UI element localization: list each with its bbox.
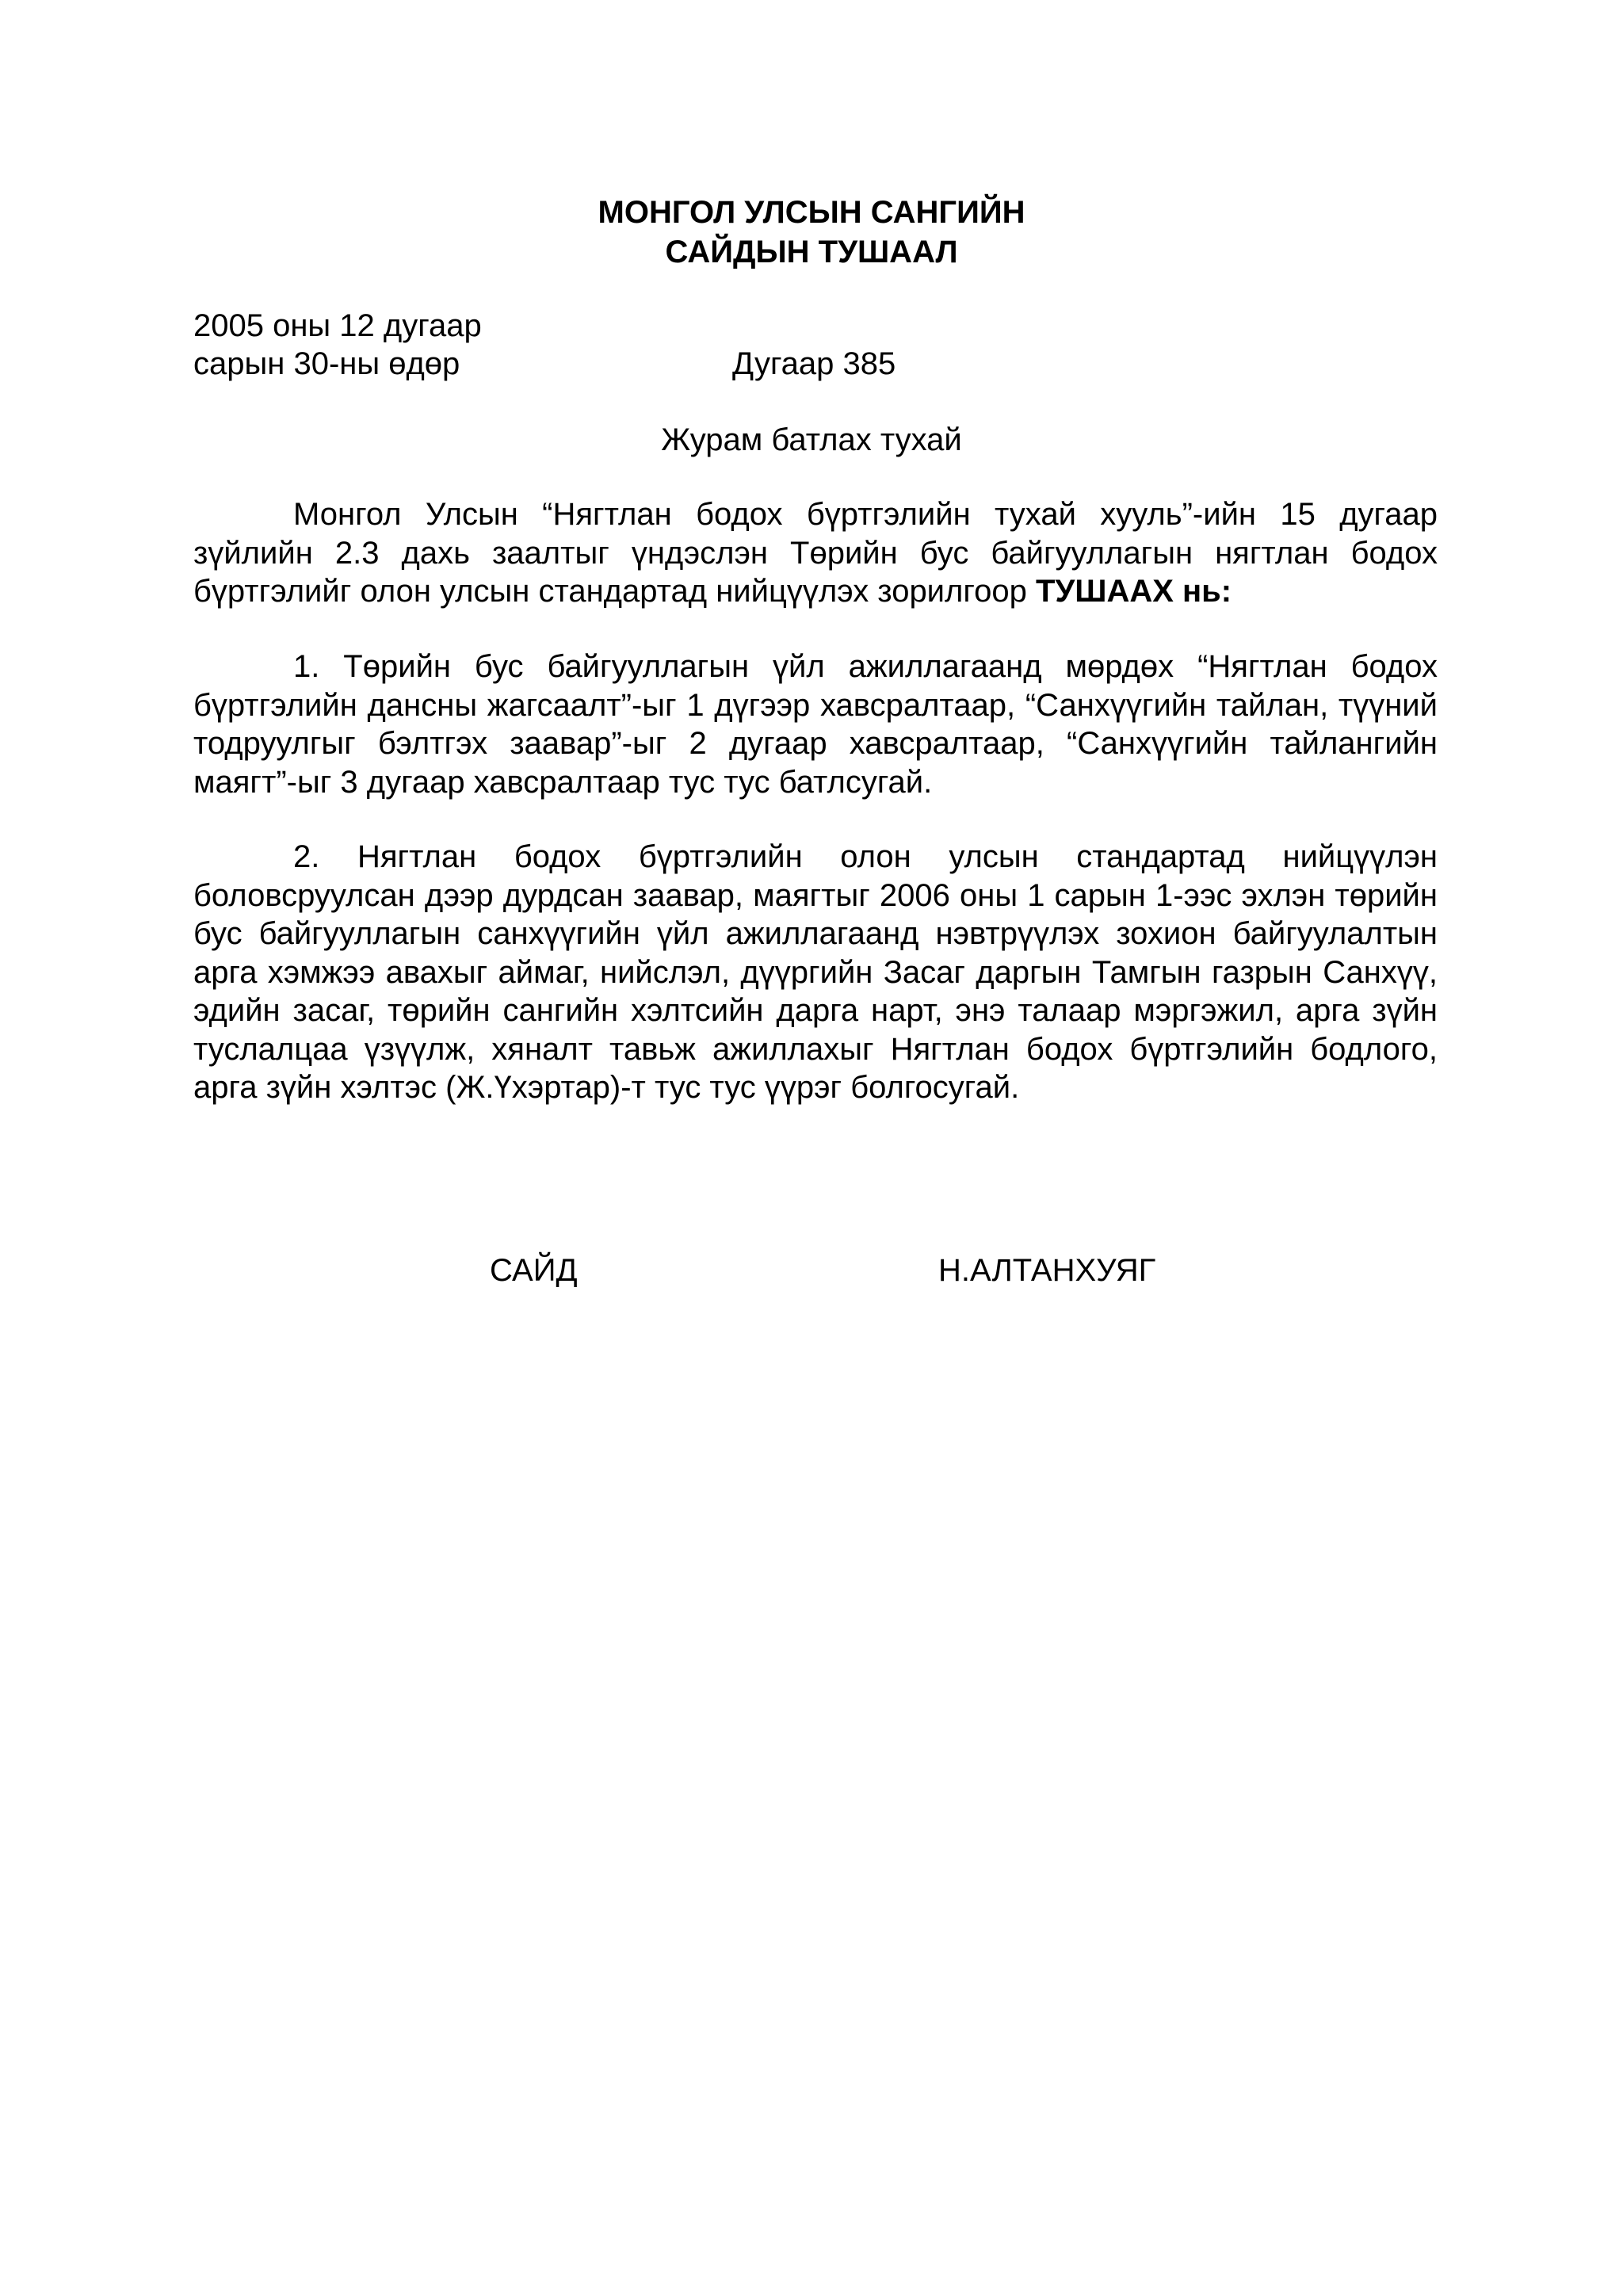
order-number: Дугаар 385 — [732, 346, 896, 381]
order-date-line-2: сарын 30-ны өдөр — [193, 346, 460, 381]
preamble-text: Монгол Улсын “Нягтлан бодох бүртгэлийн тухай хууль”-ийн 15 дугаар зүйлийн 2.3 дахь заалтыг үндэслэн Төрийн бус байгууллагын нягтлан бодох бүртгэлийг олон улсын стандартад нийцүүлэх зорилгоор — [193, 497, 1438, 609]
order-subject: Журам батлах тухай — [661, 422, 962, 457]
signature-title: САЙД — [490, 1253, 578, 1288]
order-date-line-1: 2005 оны 12 дугаар — [193, 308, 482, 343]
preamble-bold-decree: ТУШААХ нь: — [1035, 574, 1232, 609]
clause-2-paragraph: 2. Нягтлан бодох бүртгэлийн олон улсын стандартад нийцүүлэн боловсруулсан дээр дурдсан заавар, маягтыг 2006 оны 1 сарын 1-ээс эхлэн төрийн бус байгууллагын санхүүгийн үйл ажиллагаанд нэвтрүүлэх зохион байгуулалтын арга хэмжээ авахыг аймаг, нийслэл, дүүргийн Засаг даргын Тамгын газрын Санхүү, эдийн засаг, төрийн сангийн хэлтсийн дарга нарт, энэ талаар мэргэжил, арга зүйн туслалцаа үзүүлж, хяналт тавьж ажиллахыг Нягтлан бодох бүртгэлийн бодлого, арга зүйн хэлтэс (Ж.Үхэртар)-т тус тус үүрэг болгосугай. — [193, 839, 1438, 1105]
document-title-line-2: САЙДЫН ТУШААЛ — [665, 235, 958, 269]
preamble-paragraph — [193, 495, 1438, 611]
signature-name: Н.АЛТАНХУЯГ — [938, 1253, 1156, 1288]
document-title-line-1: МОНГОЛ УЛСЫН САНГИЙН — [598, 195, 1025, 230]
clause-1-paragraph: 1. Төрийн бус байгууллагын үйл ажиллагаанд мөрдөх “Нягтлан бодох бүртгэлийн дансны жагсаалт”-ыг 1 дүгээр хавсралтаар, “Санхүүгийн тайлан, түүний тодруулгыг бэлтгэх заавар”-ыг 2 дугаар хавсралтаар, “Санхүүгийн тайлангийн маягт”-ыг 3 дугаар хавсралтаар тус тус батлсугай. — [193, 649, 1438, 800]
